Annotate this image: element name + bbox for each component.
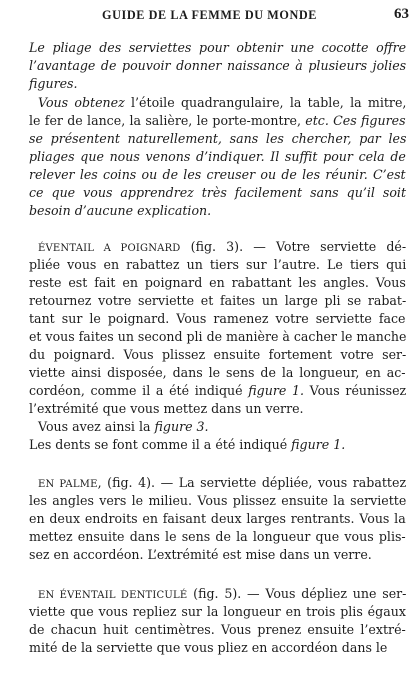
text-segment: le fer de lance, la salière, le porte-montre, (29, 113, 306, 128)
text-line (29, 437, 345, 453)
text-line (29, 113, 406, 129)
text-segment: Vous avez ainsi la (38, 419, 155, 434)
text-line (29, 311, 406, 327)
text-line (29, 185, 406, 201)
text-line (29, 40, 406, 56)
text-segment: besoin d’aucune explication. (29, 203, 212, 218)
text-line (29, 640, 387, 656)
text-segment: EN PALME (38, 479, 98, 490)
text-line (38, 95, 406, 111)
text-segment: cordéon, comme il a été indiqué (29, 383, 249, 398)
text-segment: EN ÉVENTAIL DENTICULÉ (38, 590, 188, 601)
text-segment: relever les coins ou de les creuser ou de les réunir. C’est (29, 167, 406, 182)
text-segment: ce que vous apprendrez très facilement sans qu’il soit (29, 185, 407, 200)
text-segment: Les dents se font comme il a été indiqué (29, 437, 292, 452)
text-line (29, 131, 406, 147)
text-line (29, 511, 406, 527)
text-line (29, 293, 406, 309)
text-segment: pliages que nous venons d’indiquer. Il suffit pour cela de (29, 149, 406, 164)
text-segment: figure 3. (154, 419, 209, 434)
text-line (29, 493, 406, 509)
text-line (29, 149, 406, 165)
text-line (29, 76, 78, 92)
text-segment: se présentent naturellement, sans les chercher, par les (29, 131, 407, 146)
text-segment: viette ainsi disposée, dans le sens de la longueur, en ac- (29, 365, 406, 380)
text-segment: , (fig. 4). — La serviette dépliée, vous rabattez (97, 475, 407, 490)
text-segment: reste est fait en poignard en rabattant les angles. Vous (29, 275, 406, 290)
running-title: GUIDE DE LA FEMME DU MONDE (102, 8, 318, 22)
text-segment: retournez votre serviette et faites un large pli se rabat- (29, 293, 407, 308)
text-line (29, 203, 211, 219)
text-segment: l’avantage de pouvoir donner naissance à plusieurs jolies (29, 58, 407, 73)
text-line (38, 586, 406, 604)
text-segment: du poignard. Vous plissez ensuite fortement votre ser- (29, 347, 407, 362)
text-segment: figure 1. (248, 383, 304, 398)
text-line (38, 475, 406, 493)
text-segment: de chacun huit centimètres. Vous prenez ensuite l’extré- (29, 622, 406, 637)
text-line (29, 329, 406, 345)
text-line (29, 547, 372, 563)
text-segment: sez en accordéon. L’extrémité est mise dans un verre. (29, 547, 372, 562)
page-header (0, 6, 420, 26)
text-segment: ÉVENTAIL A POIGNARD (38, 243, 181, 254)
text-line (29, 383, 406, 399)
text-segment: mettez ensuite dans le sens de la longueur que vous plis- (29, 529, 406, 544)
text-segment: mité de la serviette que vous pliez en accordéon dans le (29, 640, 388, 655)
text-segment: viette que vous repliez sur la longueur en trois plis égaux (29, 604, 406, 619)
text-segment: figures. (29, 76, 78, 91)
text-line (29, 167, 406, 183)
text-segment: etc. Ces figures (305, 113, 406, 128)
text-line (29, 58, 406, 74)
page-number: 63 (394, 6, 409, 22)
text-line (38, 239, 406, 257)
text-segment: (fig. 3). — Votre serviette dé- (180, 239, 407, 254)
text-segment: Vous réunissez (303, 383, 407, 398)
text-segment: (fig. 5). — Vous dépliez une ser- (187, 586, 407, 601)
text-line (29, 604, 406, 620)
text-segment: et vous faites un second pli de manière à cacher le manche (29, 329, 407, 344)
text-line (29, 365, 406, 381)
text-line (29, 257, 406, 273)
text-line (29, 275, 406, 291)
text-segment: l’extrémité que vous mettez dans un verre. (29, 401, 304, 416)
text-line (29, 347, 406, 363)
text-segment: les angles vers le milieu. Vous plissez ensuite la serviette (29, 493, 407, 508)
text-segment: figure 1. (291, 437, 346, 452)
text-segment: Le pliage des serviettes pour obtenir une cocotte offre (29, 40, 407, 55)
text-line (29, 529, 406, 545)
text-segment: Vous obtenez (38, 95, 132, 110)
text-line (29, 622, 406, 638)
text-segment: tant sur le poignard. Vous ramenez votre serviette face (29, 311, 406, 326)
text-segment: en deux endroits en faisant deux larges rentrants. Vous la (29, 511, 406, 526)
text-line (29, 401, 304, 417)
text-line (38, 419, 209, 435)
text-segment: pliée vous en rabattez un tiers sur l’autre. Le tiers qui (29, 257, 407, 272)
text-segment: l’étoile quadrangulaire, la table, la mitre, (131, 95, 407, 110)
